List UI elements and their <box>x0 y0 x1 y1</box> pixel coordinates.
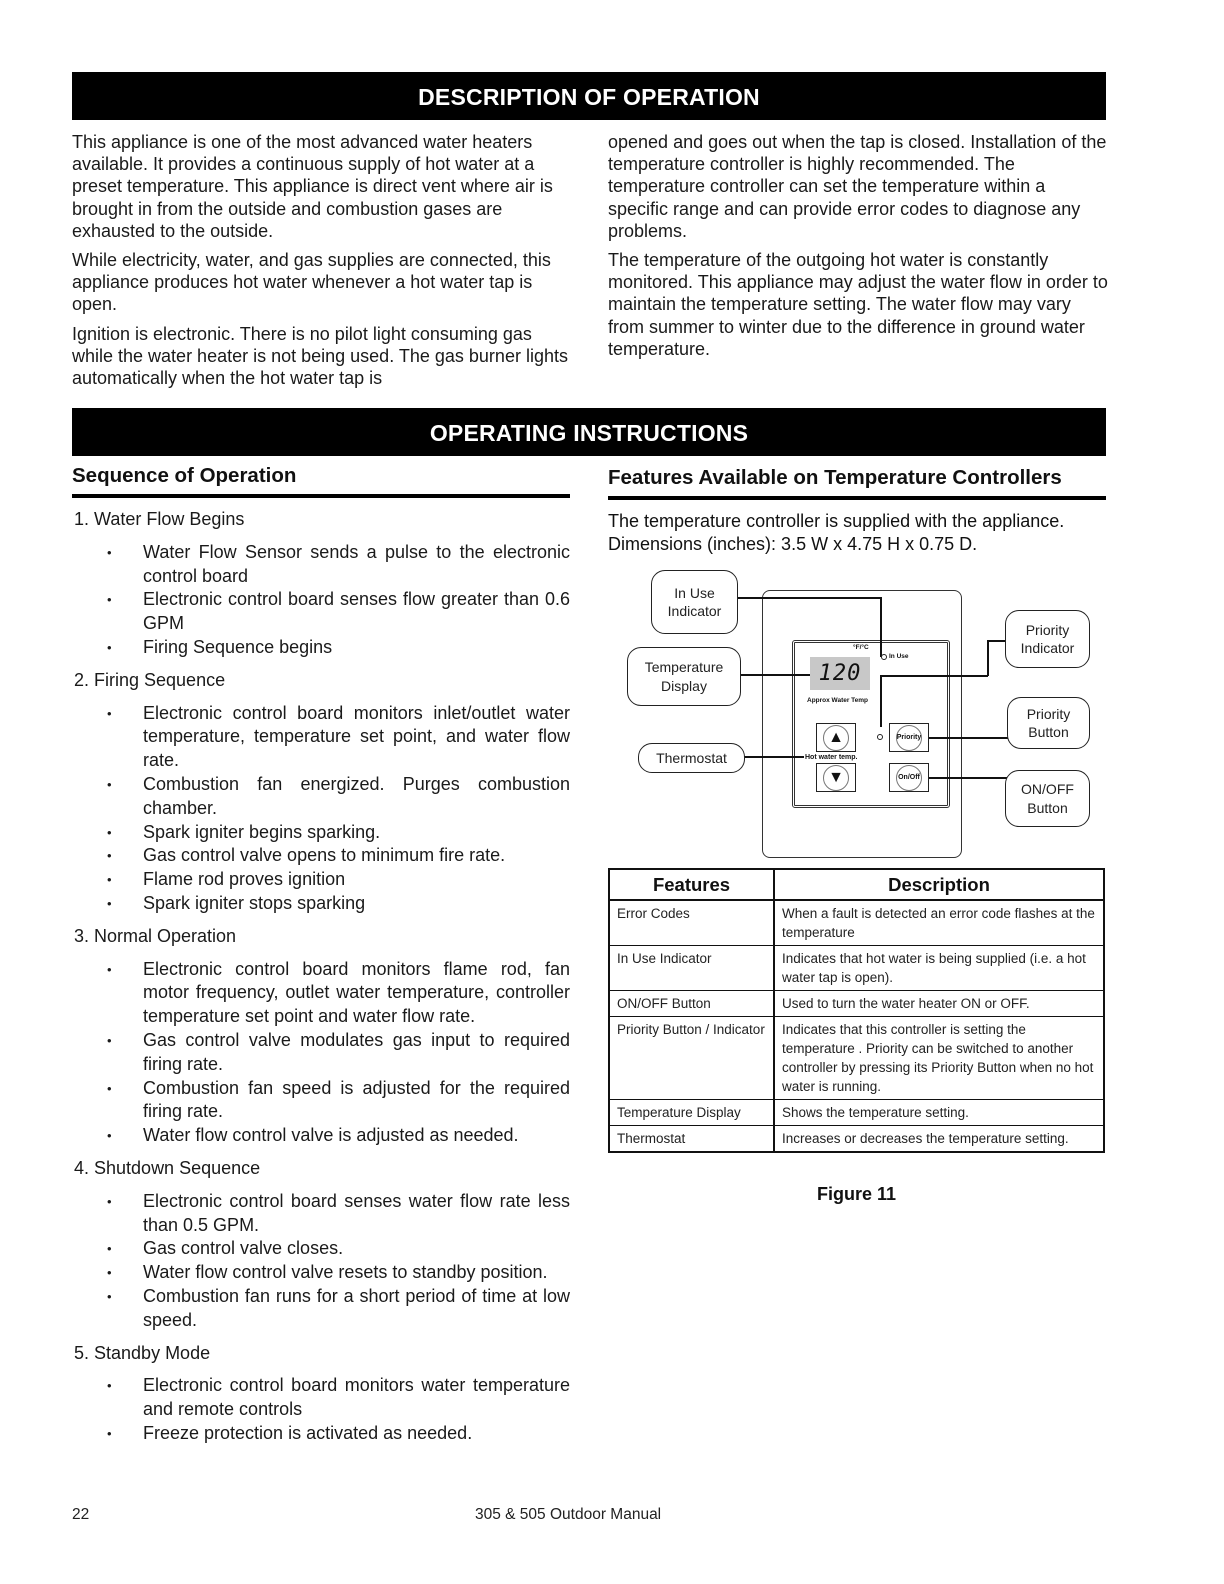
list-item: • Water Flow Sensor sends a pulse to the electronic control board <box>72 541 570 589</box>
list-item: • Electronic control board monitors water temperature and remote controls <box>72 1374 570 1422</box>
paragraph: While electricity, water, and gas supplies are connected, this appliance produces hot water whenever a hot water tap is open. <box>72 250 551 315</box>
leader-line <box>736 597 882 599</box>
callout-priority-button: Priority Button <box>1007 697 1090 749</box>
list-item: • Water flow control valve is adjusted as needed. <box>72 1124 570 1148</box>
column-header-description: Description <box>774 869 1104 900</box>
callout-temperature-display: Temperature Display <box>627 647 741 706</box>
feature-cell: Error Codes <box>609 900 774 946</box>
leader-line <box>987 640 989 676</box>
hot-water-label: Hot water temp. <box>805 754 858 761</box>
list-item: • Gas control valve modulates gas input to required firing rate. <box>72 1029 570 1077</box>
operating-banner: OPERATING INSTRUCTIONS <box>72 408 1106 456</box>
figure-caption: Figure 11 <box>816 1184 897 1204</box>
features-intro: The temperature controller is supplied with the appliance. Dimensions (inches): 3.5 W x 4.75 H x 0.75 D. <box>608 511 1065 554</box>
feature-cell: Thermostat <box>609 1126 774 1153</box>
sequence-heading: Sequence of Operation <box>72 464 570 498</box>
description-cell: When a fault is detected an error code flashes at the temperature <box>774 900 1104 946</box>
in-use-led <box>881 654 887 660</box>
paragraph: Ignition is electronic. There is no pilot light consuming gas while the water heater is not being used. The gas burner lights automatically when the hot water tap is <box>72 323 568 389</box>
list-item: • Gas control valve closes. <box>72 1237 570 1261</box>
callout-thermostat: Thermostat <box>638 743 745 773</box>
leader-line <box>880 675 988 677</box>
priority-led <box>877 734 883 740</box>
paragraph: The temperature of the outgoing hot water is constantly monitored. This appliance may adjust the water flow in order to maintain the temperature setting. The water flow may vary from summer to winter due to the difference in ground water temperature. <box>608 250 1108 359</box>
leader-line <box>740 674 812 676</box>
sequence-list <box>72 508 570 1455</box>
temperature-display: 120 <box>810 657 870 690</box>
unit-label: °F/°C <box>853 644 869 651</box>
list-item: • Gas control valve opens to minimum fire rate. <box>72 844 570 868</box>
in-use-label: In Use <box>889 653 909 660</box>
step-label: 5. Standby Mode <box>74 1342 211 1363</box>
table-header-row <box>609 869 1104 900</box>
description-cell: Indicates that hot water is being supplied (i.e. a hot water tap is open). <box>774 946 1104 991</box>
list-item: • Spark igniter stops sparking <box>72 892 570 916</box>
step-bullets <box>72 1190 570 1333</box>
list-item: • Water flow control valve resets to standby position. <box>72 1261 570 1285</box>
temp-down-button[interactable] <box>816 763 856 792</box>
feature-cell: Priority Button / Indicator <box>609 1017 774 1100</box>
callout-onoff-button: ON/OFF Button <box>1005 770 1090 827</box>
onoff-button[interactable] <box>889 763 929 792</box>
feature-cell: ON/OFF Button <box>609 991 774 1017</box>
list-item: • Combustion fan runs for a short period of time at low speed. <box>72 1285 570 1333</box>
step-label: 3. Normal Operation <box>74 925 237 946</box>
leader-line <box>928 777 1008 779</box>
list-item: • Freeze protection is activated as needed. <box>72 1422 570 1446</box>
step-label: 4. Shutdown Sequence <box>74 1157 261 1178</box>
description-cell: Increases or decreases the temperature setting. <box>774 1126 1104 1153</box>
step-label: 2. Firing Sequence <box>74 669 226 690</box>
callout-priority-indicator: Priority Indicator <box>1005 610 1090 668</box>
list-item: • Electronic control board senses flow greater than 0.6 GPM <box>72 588 570 636</box>
description-cell: Shows the temperature setting. <box>774 1100 1104 1126</box>
list-item: • Electronic control board monitors inlet/outlet water temperature, temperature set point, and water flow rate. <box>72 702 570 773</box>
step-label: 1. Water Flow Begins <box>74 509 245 529</box>
list-item: • Spark igniter begins sparking. <box>72 821 570 845</box>
page-number: 22 <box>72 1506 90 1523</box>
manual-title: 305 & 505 Outdoor Manual <box>475 1506 662 1523</box>
leader-line <box>744 756 804 758</box>
priority-button-label: Priority <box>896 725 922 751</box>
table-row <box>609 991 1104 1017</box>
features-table <box>608 868 1105 1153</box>
leader-line <box>880 675 882 727</box>
down-arrow-icon: ▼ <box>823 765 849 791</box>
leader-line <box>880 597 882 657</box>
feature-cell: In Use Indicator <box>609 946 774 991</box>
table-row <box>609 1126 1104 1153</box>
list-item: • Firing Sequence begins <box>72 636 570 660</box>
up-arrow-icon: ▲ <box>823 725 849 751</box>
list-item: • Electronic control board senses water flow rate less than 0.5 GPM. <box>72 1190 570 1238</box>
temp-up-button[interactable] <box>816 723 856 752</box>
description-banner: DESCRIPTION OF OPERATION <box>72 72 1106 120</box>
step-bullets <box>72 1374 570 1445</box>
list-item: • Combustion fan speed is adjusted for the required firing rate. <box>72 1077 570 1125</box>
step-bullets <box>72 702 570 916</box>
leader-line <box>987 640 1005 642</box>
description-left-column <box>72 131 572 396</box>
table-row <box>609 946 1104 991</box>
paragraph: This appliance is one of the most advanced water heaters available. It provides a continuous supply of hot water at a preset temperature. This appliance is direct vent where air is brought in from the outside and combustion gases are exhausted to the outside. <box>72 132 553 241</box>
onoff-button-label: On/Off <box>896 765 922 791</box>
priority-button[interactable] <box>889 723 929 752</box>
list-item: • Flame rod proves ignition <box>72 868 570 892</box>
description-cell: Used to turn the water heater ON or OFF. <box>774 991 1104 1017</box>
description-cell: Indicates that this controller is setting the temperature . Priority can be switched to another controller by pressing its Priority Button when no hot water is running. <box>774 1017 1104 1100</box>
approx-temp-label: Approx Water Temp <box>807 697 869 704</box>
description-right-column <box>608 131 1110 367</box>
step-bullets <box>72 958 570 1148</box>
list-item: • Combustion fan energized. Purges combustion chamber. <box>72 773 570 821</box>
step-bullets <box>72 541 570 660</box>
list-item: • Electronic control board monitors flame rod, fan motor frequency, outlet water temperature, controller temperature set point and water flow rate. <box>72 958 570 1029</box>
column-header-features: Features <box>609 869 774 900</box>
leader-line <box>928 737 1008 739</box>
paragraph: opened and goes out when the tap is closed. Installation of the temperature controller is highly recommended. The temperature controller can set the temperature within a specific range and can provide error codes to diagnose any problems. <box>608 132 1107 241</box>
features-heading: Features Available on Temperature Controllers <box>608 466 1106 500</box>
table-row <box>609 1017 1104 1100</box>
feature-cell: Temperature Display <box>609 1100 774 1126</box>
controller-diagram <box>610 560 1090 860</box>
table-row <box>609 1100 1104 1126</box>
callout-in-use-indicator: In Use Indicator <box>651 570 738 634</box>
table-row <box>609 900 1104 946</box>
